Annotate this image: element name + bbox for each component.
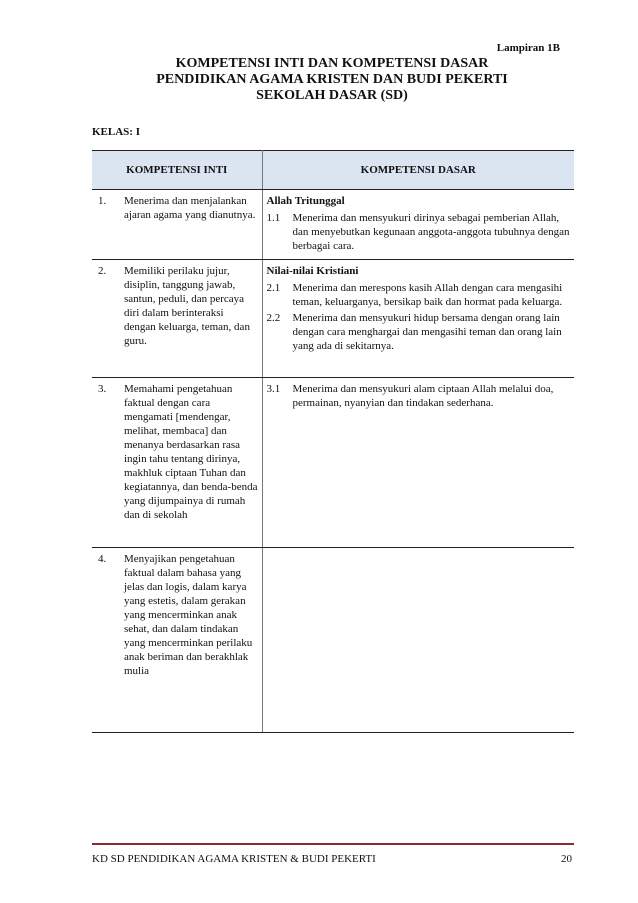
- kd-cell: [262, 260, 574, 378]
- ki-text: Memiliki perilaku jujur, disiplin, tanggung jawab, santun, peduli, dan percaya diri dalam berinteraksi dengan keluarga, teman, dan guru.: [124, 265, 250, 347]
- kd-text: Menerima dan mensyukuri dirinya sebagai pemberian Allah, dan menyebutkan kegunaan anggota-anggota tubuhnya dengan berbagai cara.: [292, 212, 570, 252]
- table-header-row: [92, 151, 574, 190]
- kd-text: Menerima dan mensyukuri alam ciptaan Allah melalui doa, permainan, nyanyian dan tindakan sederhana.: [292, 383, 554, 409]
- ki-entry: [96, 194, 258, 222]
- class-label: KELAS: I: [92, 126, 140, 138]
- competency-table: [92, 150, 574, 733]
- ki-entry: [96, 264, 258, 348]
- ki-number: 1.: [98, 195, 107, 207]
- title-line-1: KOMPETENSI INTI DAN KOMPETENSI DASAR: [175, 56, 489, 71]
- kd-text: Menerima dan mensyukuri hidup bersama dengan orang lain dengan cara menghargai dan mengasihi teman dan orang lain yang ada di sekitarnya.: [292, 312, 562, 352]
- kd-cell: [262, 190, 574, 260]
- ki-cell: [92, 260, 262, 378]
- kd-cell: [262, 378, 574, 548]
- appendix-label: Lampiran 1B: [496, 42, 560, 54]
- kd-item: [267, 311, 571, 353]
- table-row: [92, 548, 574, 733]
- ki-number: 3.: [98, 383, 107, 395]
- table-row: [92, 378, 574, 548]
- kd-item: [267, 211, 571, 253]
- kd-number: 2.2: [266, 312, 281, 324]
- kd-heading: Allah Tritunggal: [266, 195, 345, 207]
- ki-entry: [96, 382, 258, 522]
- title-line-2: PENDIDIKAN AGAMA KRISTEN DAN BUDI PEKERTI: [156, 72, 508, 87]
- table-row: [92, 260, 574, 378]
- ki-cell: [92, 378, 262, 548]
- ki-cell: [92, 190, 262, 260]
- title-line-3: SEKOLAH DASAR (SD): [256, 88, 408, 103]
- ki-entry: [96, 552, 258, 678]
- ki-text: Menyajikan pengetahuan faktual dalam bahasa yang jelas dan logis, dalam karya yang estetis, dalam gerakan yang mencerminkan anak sehat, dan dalam tindakan yang mencerminkan perilaku anak beriman dan berakhlak mulia: [124, 553, 253, 677]
- ki-number: 4.: [98, 553, 107, 565]
- header-kompetensi-inti: KOMPETENSI INTI: [92, 151, 262, 190]
- kd-cell: [262, 548, 574, 733]
- footer-title: KD SD PENDIDIKAN AGAMA KRISTEN & BUDI PEKERTI: [92, 853, 376, 865]
- ki-cell: [92, 548, 262, 733]
- page-number: 20: [561, 853, 572, 865]
- ki-text: Menerima dan menjalankan ajaran agama yang dianutnya.: [124, 195, 256, 221]
- ki-text: Memahami pengetahuan faktual dengan cara mengamati [mendengar, melihat, membaca] dan menanya berdasarkan rasa ingin tahu tentang dirinya, makhluk ciptaan Tuhan dan kegiatannya, dan benda-benda yang dijumpainya di rumah dan di sekolah: [124, 383, 258, 521]
- ki-number: 2.: [98, 265, 107, 277]
- header-kompetensi-dasar: KOMPETENSI DASAR: [262, 151, 574, 190]
- kd-heading: Nilai-nilai Kristiani: [266, 265, 359, 277]
- document-title: [92, 56, 572, 104]
- footer-rule: [92, 843, 574, 845]
- table-row: [92, 190, 574, 260]
- kd-item: [267, 382, 571, 410]
- kd-number: 3.1: [266, 383, 281, 395]
- kd-text: Menerima dan merespons kasih Allah dengan cara mengasihi teman, keluarganya, bersikap baik dan hormat pada keluarga.: [292, 282, 563, 308]
- kd-number: 1.1: [266, 212, 281, 224]
- kd-item: [267, 281, 571, 309]
- kd-number: 2.1: [266, 282, 281, 294]
